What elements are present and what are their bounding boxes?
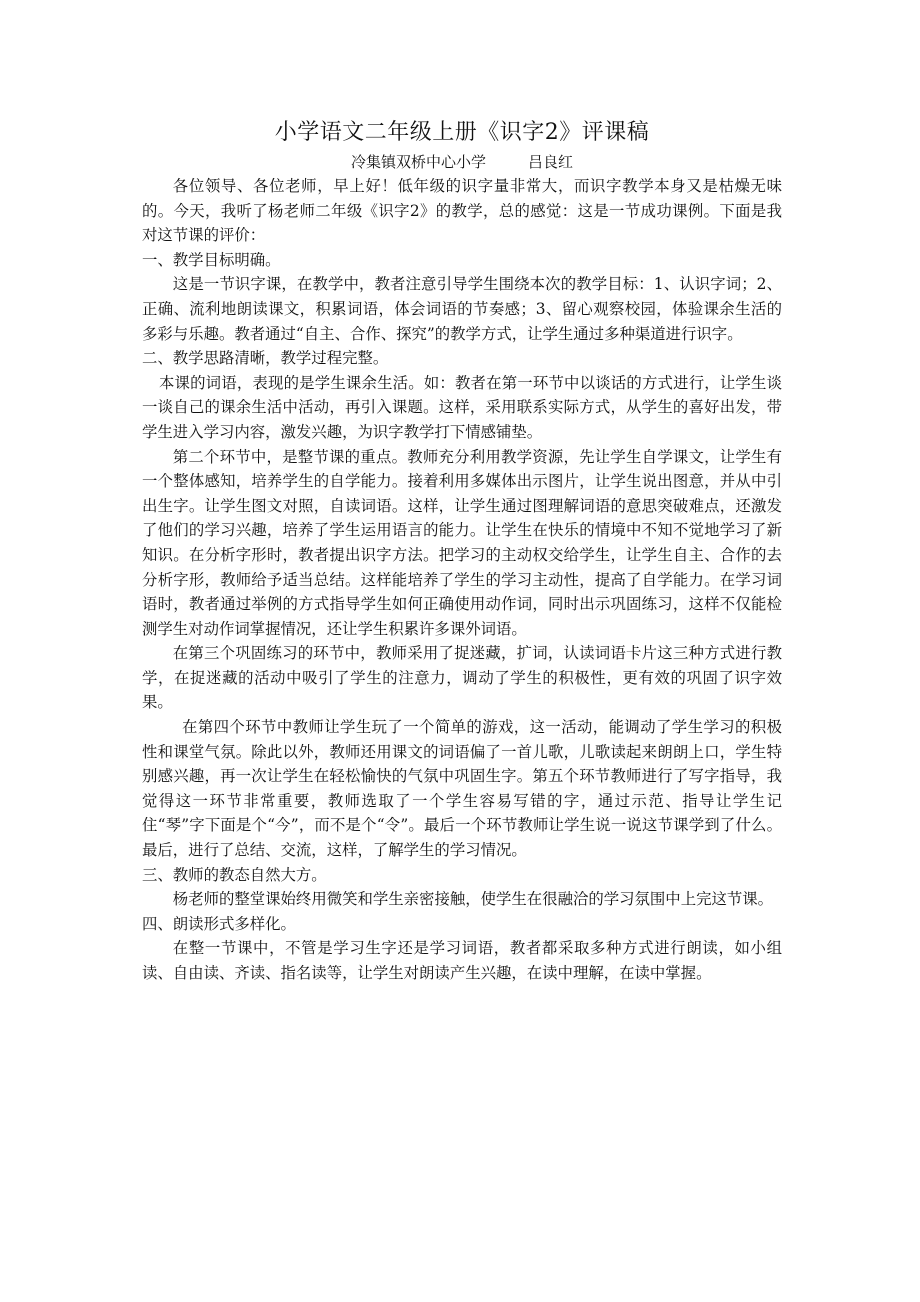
document-title: 小学语文二年级上册《识字2》评课稿 — [274, 120, 650, 145]
section-heading: 二、教学思路清晰，教学过程完整。 — [142, 349, 389, 368]
section-4 — [142, 912, 782, 986]
section-paragraph: 本课的词语，表现的是学生课余生活。如：教者在第一环节中以谈话的方式进行，让学生谈一谈自己的课余生活中活动，再引入课题。这样，采用联系实际方式，从学生的喜好出发，带学生进入学习内容，激发兴趣，为识字教学打下情感铺垫。 — [142, 373, 782, 441]
section-3 — [142, 863, 782, 912]
section-paragraph: 在第四个环节中教师让学生玩了一个简单的游戏，这一活动，能调动了学生学习的积极性和课堂气氛。除此以外，教师还用课文的词语偏了一首儿歌，儿歌读起来朗朗上口，学生特别感兴趣，再一次让学生在轻松愉快的气氛中巩固生字。第五个环节教师进行了写字指导，我觉得这一环节非常重要，教师选取了一个学生容易写错的字，通过示范、指导让学生记住“琴”字下面是个“今”，而不是个“令”。最后一个环节教师让学生说一说这节课学到了什么。最后，进行了总结、交流，这样，了解学生的学习情况。 — [142, 718, 782, 860]
section-paragraph: 在整一节课中，不管是学习生字还是学习词语，教者都采取多种方式进行朗读，如小组读、自由读、齐读、指名读等，让学生对朗读产生兴趣，在读中理解，在读中掌握。 — [142, 939, 782, 982]
section-heading: 四、朗读形式多样化。 — [142, 914, 296, 933]
author-name: 吕良红 — [528, 153, 574, 171]
school-name: 冷集镇双桥中心小学 — [350, 153, 486, 171]
section-paragraph: 在第三个巩固练习的环节中，教师采用了捉迷藏，扩词，认读词语卡片这三种方式进行教学，在捉迷藏的活动中吸引了学生的注意力，调动了学生的积极性，更有效的巩固了识字效果。 — [142, 644, 782, 712]
section-heading: 三、教师的教态自然大方。 — [142, 865, 327, 884]
document-page — [142, 118, 782, 986]
section-paragraph: 这是一节识字课，在教学中，教者注意引导学生围绕本次的教学目标：1、认识字词；2、正确、流利地朗读课文，积累词语，体会词语的节奏感；3、留心观察校园，体验课余生活的多彩与乐趣。教者通过“自主、合作、探究”的教学方式，让学生通过多种渠道进行识字。 — [142, 275, 782, 343]
intro-paragraph: 各位领导、各位老师，早上好！低年级的识字量非常大，而识字教学本身又是枯燥无味的。今天，我听了杨老师二年级《识字2》的教学，总的感觉：这是一节成功课例。下面是我对这节课的评价： — [142, 177, 782, 245]
section-1 — [142, 248, 782, 346]
section-2 — [142, 346, 782, 862]
byline — [142, 150, 782, 174]
section-paragraph: 第二个环节中，是整节课的重点。教师充分利用教学资源，先让学生自学课文，让学生有一个整体感知，培养学生的自学能力。接着利用多媒体出示图片，让学生说出图意，并从中引出生字。让学生图文对照，自读词语。这样，让学生通过图理解词语的意思突破难点，还激发了他们的学习兴趣，培养了学生运用语言的能力。让学生在快乐的情境中不知不觉地学习了新知识。在分析字形时，教者提出识字方法。把学习的主动权交给学生，让学生自主、合作的去分析字形，教师给予适当总结。这样能培养了学生的学习主动性，提高了自学能力。在学习词语时，教者通过举例的方式指导学生如何正确使用动作词，同时出示巩固练习，这样不仅能检测学生对动作词掌握情况，还让学生积累许多课外词语。 — [142, 447, 782, 638]
section-paragraph: 杨老师的整堂课始终用微笑和学生亲密接触，使学生在很融洽的学习氛围中上完这节课。 — [172, 890, 774, 909]
section-heading: 一、教学目标明确。 — [142, 250, 281, 269]
